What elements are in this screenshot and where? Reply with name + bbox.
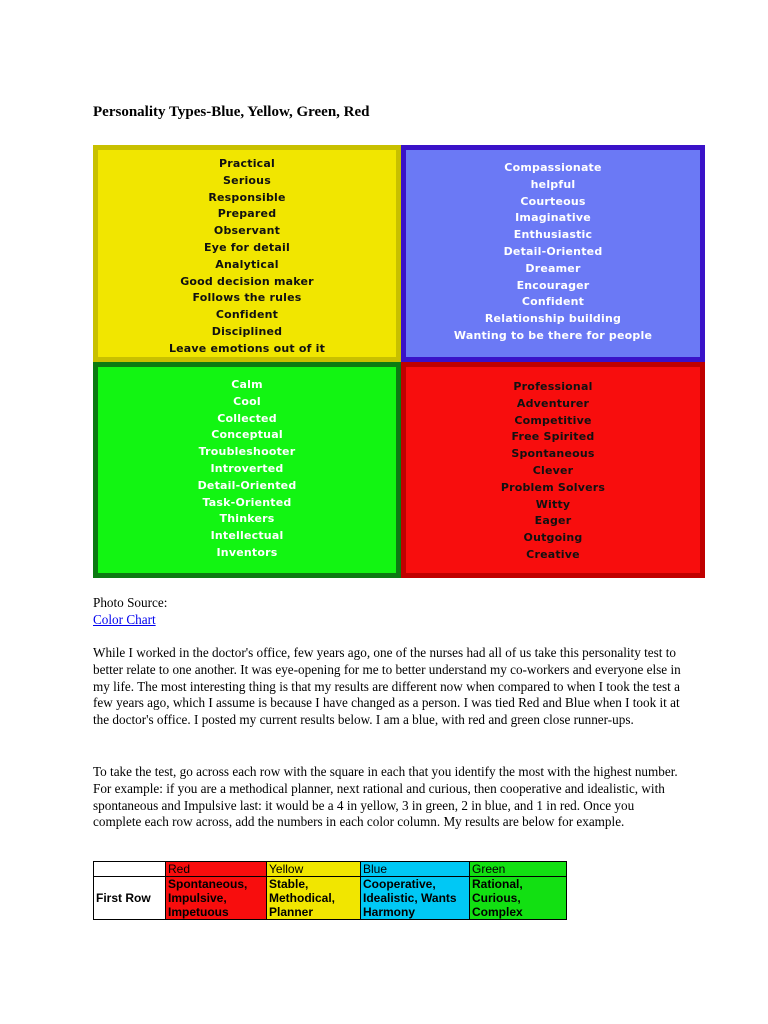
trait-item: Relationship building [484, 312, 622, 326]
blue-quadrant [401, 145, 705, 362]
trait-item: Prepared [217, 207, 277, 221]
trait-item: Compassionate [504, 161, 602, 174]
trait-item: Inventors [216, 545, 278, 559]
photo-source-label: Photo Source: [93, 595, 168, 610]
red-quadrant [401, 362, 705, 578]
trait-item: Dreamer [525, 261, 581, 275]
trait-item: Responsible [208, 190, 286, 204]
cell-yellow: Stable, Methodical, Planner [267, 877, 361, 920]
header-red: Red [166, 862, 267, 877]
trait-item: Intellectual [210, 529, 284, 543]
trait-item: Clever [532, 463, 574, 477]
trait-item: Practical [219, 157, 275, 170]
trait-item: Collected [217, 411, 277, 425]
trait-item: Follows the rules [192, 291, 302, 305]
trait-item: Detail-Oriented [197, 478, 297, 492]
trait-item: Wanting to be there for people [453, 328, 653, 342]
trait-item: Detail-Oriented [503, 244, 603, 258]
table-corner-cell [94, 862, 166, 877]
trait-item: Problem Solvers [500, 480, 606, 494]
trait-item: Eager [534, 514, 572, 528]
trait-item: Introverted [210, 461, 284, 475]
trait-item: Conceptual [211, 428, 283, 442]
photo-source [93, 595, 683, 629]
green-quadrant [93, 362, 401, 578]
trait-item: Professional [513, 380, 593, 393]
trait-item: Good decision maker [180, 274, 314, 288]
trait-item: Task-Oriented [202, 495, 292, 509]
trait-item: Spontaneous [511, 447, 595, 461]
header-yellow: Yellow [267, 862, 361, 877]
trait-item: Eye for detail [204, 240, 290, 254]
trait-item: Witty [535, 497, 571, 511]
table-row [94, 877, 567, 920]
color-chart-link[interactable]: Color Chart [93, 611, 156, 627]
paragraph-instructions: To take the test, go across each row with the square in each that you identify the most with the highest number. For example: if you are a methodical planner, next rational and curious, then cooperative and idealistic, with spontaneous and Impulsive last: it would be a 4 in yellow, 3 in green, 2 in blue, and 1 in red. Once you complete each row across, add the numbers in each color column. My results are below for example. [93, 764, 678, 830]
trait-item: Encourager [516, 278, 590, 292]
results-table [93, 861, 567, 920]
trait-item: Calm [231, 378, 263, 391]
cell-green: Rational, Curious, Complex [470, 877, 567, 920]
trait-item: Enthusiastic [513, 228, 593, 242]
trait-item: Courteous [520, 194, 586, 208]
trait-item: Serious [223, 173, 271, 187]
row-label: First Row [94, 877, 166, 920]
trait-item: Adventurer [516, 396, 590, 410]
yellow-quadrant [93, 145, 401, 362]
trait-item: Outgoing [523, 531, 583, 545]
header-blue: Blue [361, 862, 470, 877]
cell-blue: Cooperative, Idealistic, Wants Harmony [361, 877, 470, 920]
trait-item: Cool [233, 394, 261, 408]
personality-color-chart [93, 145, 705, 578]
page-title: Personality Types-Blue, Yellow, Green, Red [93, 104, 370, 120]
trait-item: helpful [530, 177, 576, 191]
trait-item: Confident [215, 308, 279, 322]
trait-item: Confident [521, 295, 585, 309]
trait-item: Free Spirited [511, 430, 595, 444]
table-header-row [94, 862, 567, 877]
trait-item: Leave emotions out of it [168, 341, 326, 355]
trait-item: Imaginative [515, 211, 591, 225]
header-green: Green [470, 862, 567, 877]
cell-red: Spontaneous, Impulsive, Impetuous [166, 877, 267, 920]
trait-item: Troubleshooter [198, 445, 296, 459]
trait-item: Competitive [514, 413, 592, 427]
trait-item: Creative [526, 547, 580, 561]
trait-item: Observant [213, 224, 281, 238]
trait-item: Analytical [215, 257, 279, 271]
trait-item: Disciplined [211, 324, 283, 338]
paragraph-intro: While I worked in the doctor's office, few years ago, one of the nurses had all of us take this personality test to better relate to one another. It was eye-opening for me to better understand my co-workers and everyone else in my life. The most interesting thing is that my results are different now when compared to when I took the test a few years ago, which I assume is because I have changed as a person. I was tied Red and Blue when I took it at the doctor's office. I posted my current results below. I am a blue, with red and green close runner-ups. [93, 645, 681, 728]
trait-item: Thinkers [219, 512, 275, 526]
